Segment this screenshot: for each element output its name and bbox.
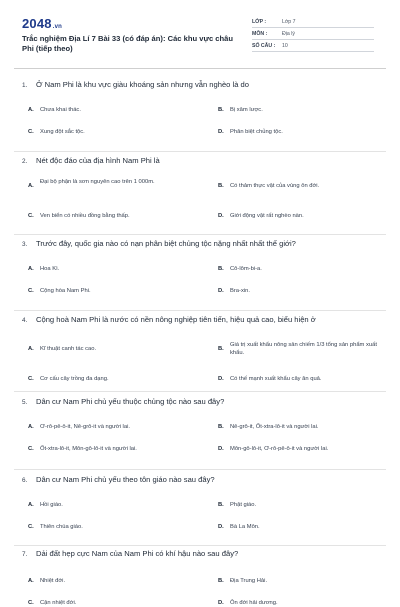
question-number: 1. bbox=[22, 82, 28, 89]
option-c[interactable] bbox=[28, 445, 198, 453]
site-logo[interactable] bbox=[22, 16, 62, 31]
option-text: Đại bộ phận là sơn nguyên cao trên 1 000m. bbox=[40, 179, 155, 185]
option-text: Bra-xin. bbox=[230, 288, 250, 294]
question-divider bbox=[14, 151, 386, 152]
option-d[interactable] bbox=[218, 287, 378, 295]
option-text: Ơ-rô-pê-ô-it, Nê-grô-it và người lai. bbox=[40, 424, 130, 430]
option-text: Giới động vật rất nghèo nàn. bbox=[230, 213, 304, 219]
option-text: Địa Trung Hải. bbox=[230, 578, 268, 584]
option-text: Ốt-xtra-lô-it, Môn-gô-lô-it và người lai. bbox=[40, 446, 137, 452]
meta-row-question-count bbox=[252, 40, 374, 52]
option-text: Bị xâm lược. bbox=[230, 107, 263, 113]
option-letter: C. bbox=[28, 288, 34, 294]
option-a[interactable] bbox=[28, 106, 188, 114]
option-letter: A. bbox=[28, 424, 34, 430]
option-letter: A. bbox=[28, 183, 34, 189]
option-d[interactable] bbox=[218, 523, 378, 531]
logo-suffix: .vn bbox=[52, 24, 63, 30]
option-c[interactable] bbox=[28, 128, 188, 136]
question-stem bbox=[22, 397, 386, 408]
option-c[interactable] bbox=[28, 375, 188, 383]
question-text: Cộng hoà Nam Phi là nước có nền nông nghiệp tiên tiến, hiệu quả cao, biểu hiện ở bbox=[36, 315, 316, 324]
option-text: Cô-lôm-bi-a. bbox=[230, 266, 262, 272]
option-letter: D. bbox=[218, 446, 224, 452]
question-divider bbox=[14, 391, 386, 392]
question-stem bbox=[22, 156, 386, 167]
option-a[interactable] bbox=[28, 501, 188, 509]
option-letter: D. bbox=[218, 600, 224, 606]
question-stem bbox=[22, 239, 386, 250]
option-text: Môn-gô-lô-it, Ơ-rô-pê-ô-it và người lai. bbox=[230, 446, 329, 452]
option-d[interactable] bbox=[218, 599, 378, 607]
question-divider bbox=[14, 469, 386, 470]
question-number: 5. bbox=[22, 399, 28, 406]
option-b[interactable] bbox=[218, 265, 378, 273]
question-item bbox=[22, 549, 386, 606]
option-letter: B. bbox=[218, 266, 224, 272]
question-stem bbox=[22, 549, 386, 560]
option-text: Ôn đới hải dương. bbox=[230, 600, 278, 606]
option-letter: B. bbox=[218, 578, 224, 584]
meta-value: Lớp 7 bbox=[282, 19, 296, 25]
option-letter: B. bbox=[218, 183, 224, 189]
option-b[interactable] bbox=[218, 423, 382, 431]
option-letter: D. bbox=[218, 376, 224, 382]
option-text: Chưa khai thác. bbox=[40, 107, 81, 113]
option-letter: D. bbox=[218, 288, 224, 294]
option-letter: A. bbox=[28, 502, 34, 508]
meta-key: SỐ CÂU : bbox=[252, 43, 276, 49]
option-text: Thiên chúa giáo. bbox=[40, 524, 83, 530]
option-letter: A. bbox=[28, 107, 34, 113]
option-text: Hoa Kì. bbox=[40, 266, 60, 272]
question-stem bbox=[22, 315, 386, 326]
option-letter: D. bbox=[218, 213, 224, 219]
meta-key: LỚP : bbox=[252, 19, 267, 25]
option-b[interactable] bbox=[218, 106, 378, 114]
option-letter: B. bbox=[218, 502, 224, 508]
option-a[interactable] bbox=[28, 178, 188, 189]
question-number: 4. bbox=[22, 317, 28, 324]
option-letter: C. bbox=[28, 376, 34, 382]
worksheet-meta bbox=[252, 16, 374, 52]
question-item bbox=[22, 397, 386, 452]
question-text: Dân cư Nam Phi chủ yếu theo tôn giáo nào sau đây? bbox=[36, 475, 215, 484]
question-text: Ở Nam Phi là khu vực giàu khoáng sản nhưng vẫn nghèo là do bbox=[36, 80, 249, 89]
logo-text: 2048 bbox=[22, 16, 52, 31]
question-item bbox=[22, 315, 386, 382]
option-letter: D. bbox=[218, 524, 224, 530]
option-text: Giá trị xuất khẩu nông sản chiếm 1/3 tổng sản phẩm xuất khẩu. bbox=[230, 342, 377, 356]
worksheet-header bbox=[14, 8, 386, 66]
option-text: Có thảm thực vật của vùng ôn đới. bbox=[230, 183, 320, 189]
worksheet-title: Trắc nghiệm Địa Lí 7 Bài 33 (có đáp án): Các khu vực châu Phi (tiếp theo) bbox=[22, 34, 234, 53]
option-text: Cộng hòa Nam Phi. bbox=[40, 288, 91, 294]
option-text: Hồi giáo. bbox=[40, 502, 63, 508]
question-item bbox=[22, 239, 386, 294]
option-d[interactable] bbox=[218, 445, 382, 453]
question-stem bbox=[22, 475, 386, 486]
option-letter: C. bbox=[28, 129, 34, 135]
question-item bbox=[22, 475, 386, 530]
option-c[interactable] bbox=[28, 523, 188, 531]
option-text: Ven biển có nhiều đồng bằng thấp. bbox=[40, 213, 130, 219]
option-a[interactable] bbox=[28, 345, 188, 353]
question-text: Dải đất hẹp cực Nam của Nam Phi có khí hậu nào sau đây? bbox=[36, 549, 239, 558]
option-text: Nhiệt đới. bbox=[40, 578, 66, 584]
option-b[interactable] bbox=[218, 341, 382, 357]
option-text: Cơ cấu cây trồng đa dạng. bbox=[40, 376, 109, 382]
header-divider bbox=[14, 68, 386, 69]
meta-row-subject bbox=[252, 28, 374, 40]
option-text: Nê-grô-it, Ốt-xtra-lô-it và người lai. bbox=[230, 424, 319, 430]
option-letter: A. bbox=[28, 266, 34, 272]
option-b[interactable] bbox=[218, 577, 378, 585]
option-letter: B. bbox=[218, 107, 224, 113]
option-letter: C. bbox=[28, 600, 34, 606]
worksheet-page bbox=[14, 8, 386, 606]
option-d[interactable] bbox=[218, 128, 378, 136]
option-text: Có thế mạnh xuất khẩu cây ăn quả. bbox=[230, 376, 322, 382]
question-text: Trước đây, quốc gia nào có nạn phân biệt chủng tộc nặng nhất nhất thế giới? bbox=[36, 239, 296, 248]
option-letter: C. bbox=[28, 446, 34, 452]
option-a[interactable] bbox=[28, 577, 188, 585]
option-letter: B. bbox=[218, 424, 224, 430]
question-number: 3. bbox=[22, 241, 28, 248]
question-text: Dân cư Nam Phi chủ yếu thuộc chủng tộc nào sau đây? bbox=[36, 397, 225, 406]
question-item bbox=[22, 156, 386, 219]
option-c[interactable] bbox=[28, 287, 188, 295]
option-c[interactable] bbox=[28, 599, 188, 607]
option-text: Kĩ thuật canh tác cao. bbox=[40, 346, 97, 352]
meta-key: MÔN : bbox=[252, 31, 268, 37]
option-letter: C. bbox=[28, 524, 34, 530]
option-b[interactable] bbox=[218, 182, 378, 190]
question-item bbox=[22, 80, 386, 135]
option-text: Phân biệt chủng tộc. bbox=[230, 129, 283, 135]
question-text: Nét độc đáo của địa hình Nam Phi là bbox=[36, 156, 160, 165]
question-stem bbox=[22, 80, 386, 91]
meta-value: Địa lý bbox=[282, 31, 295, 37]
question-number: 2. bbox=[22, 158, 28, 165]
question-number: 7. bbox=[22, 551, 28, 558]
option-d[interactable] bbox=[218, 375, 378, 383]
option-text: Cận nhiệt đới. bbox=[40, 600, 77, 606]
option-letter: A. bbox=[28, 578, 34, 584]
option-d[interactable] bbox=[218, 212, 378, 220]
option-text: Phật giáo. bbox=[230, 502, 257, 508]
option-a[interactable] bbox=[28, 265, 188, 273]
meta-value: 10 bbox=[282, 43, 288, 49]
option-a[interactable] bbox=[28, 423, 198, 431]
option-letter: A. bbox=[28, 346, 34, 352]
question-divider bbox=[14, 234, 386, 235]
question-divider bbox=[14, 310, 386, 311]
option-text: Bà La Môn. bbox=[230, 524, 260, 530]
option-c[interactable] bbox=[28, 212, 188, 220]
option-letter: B. bbox=[218, 346, 224, 352]
question-divider bbox=[14, 545, 386, 546]
option-letter: D. bbox=[218, 129, 224, 135]
option-text: Xung đột sắc tộc. bbox=[40, 129, 85, 135]
option-b[interactable] bbox=[218, 501, 378, 509]
question-number: 6. bbox=[22, 477, 28, 484]
option-letter: C. bbox=[28, 213, 34, 219]
meta-row-class bbox=[252, 16, 374, 28]
